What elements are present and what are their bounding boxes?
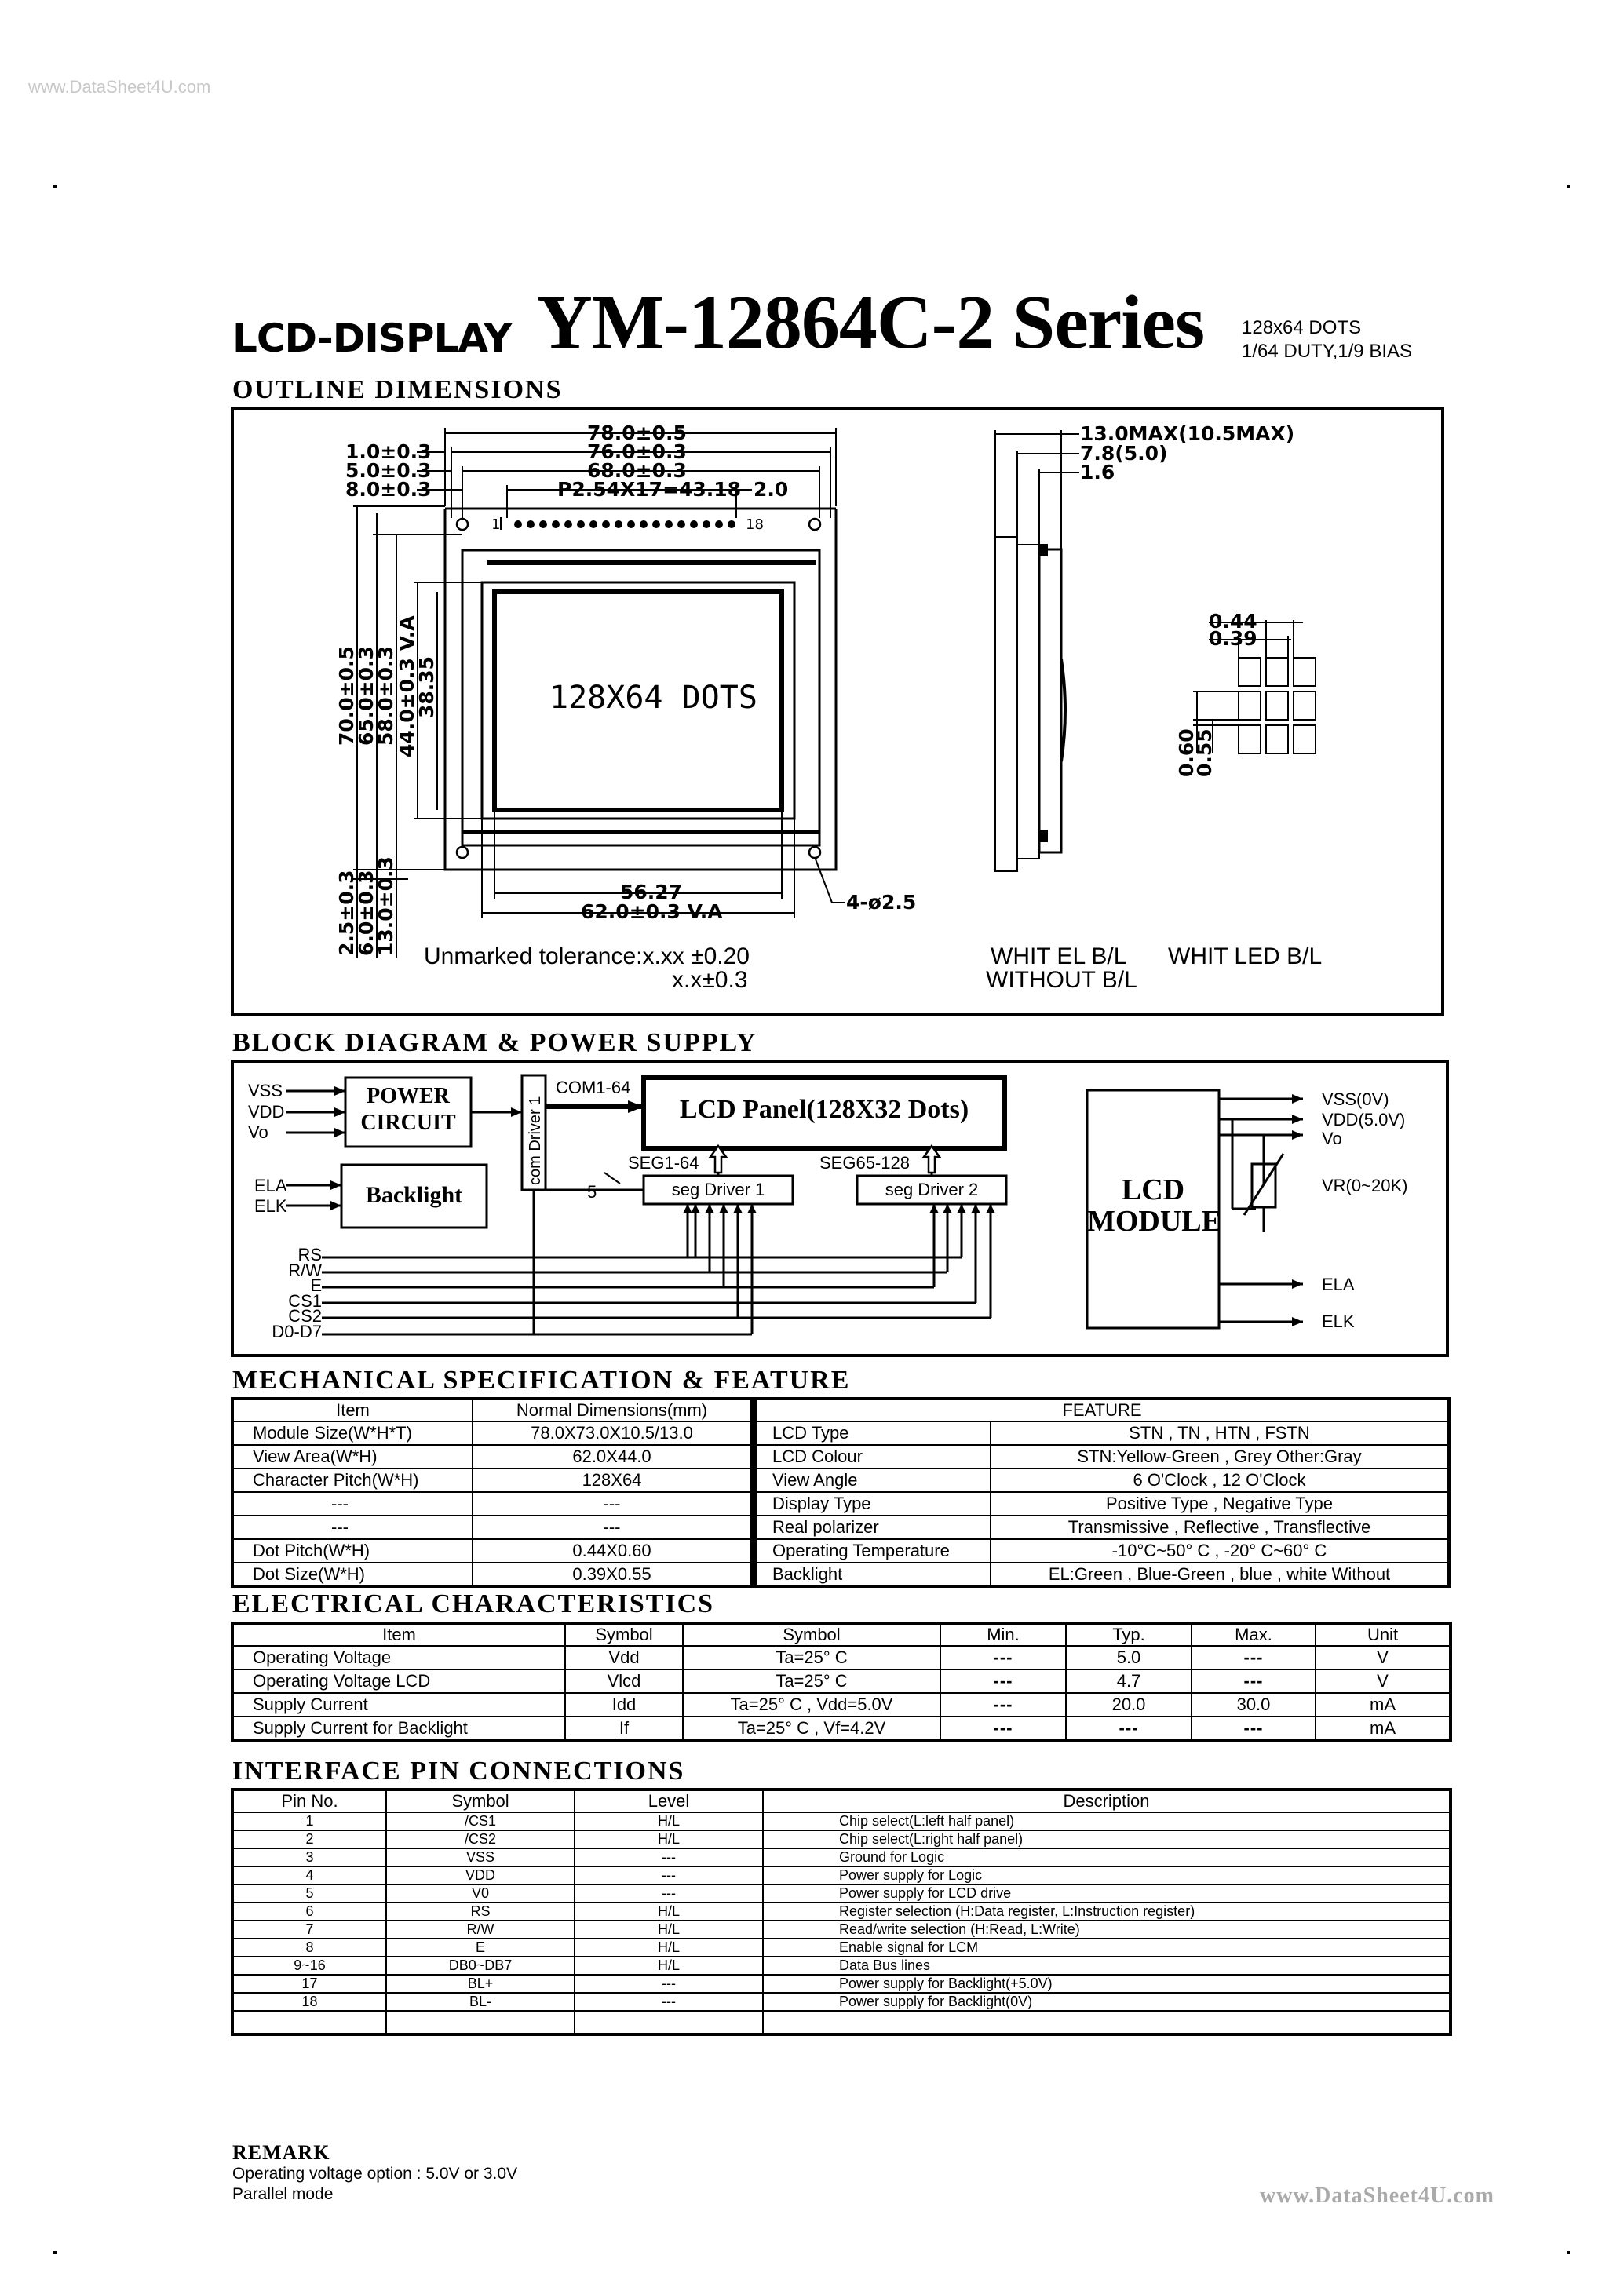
input-vdd: VDD (248, 1102, 285, 1122)
header-spec-2: 1/64 DUTY,1/9 BIAS (1242, 341, 1413, 362)
table-cell: V0 (386, 1885, 575, 1903)
table-cell: Chip select(L:left half panel) (763, 1812, 1451, 1830)
table-cell: --- (473, 1516, 752, 1539)
table-cell: --- (575, 1866, 763, 1885)
right-vr: VR(0~20K) (1322, 1176, 1408, 1195)
watermark-bottom: www.DataSheet4U.com (1260, 2184, 1494, 2208)
dot-dim-060: 0.60 (1175, 728, 1198, 777)
dim-25: 2.5±0.3 (335, 870, 358, 956)
dot-dim-039: 0.39 (1209, 627, 1257, 650)
table-cell: --- (575, 1975, 763, 1993)
mech-header-item: Item (232, 1399, 473, 1421)
right-vo: Vo (1322, 1129, 1342, 1148)
dim-44: 44.0±0.3 V.A (396, 615, 418, 757)
input-ela: ELA (254, 1176, 287, 1195)
signal-cs1: CS1 (288, 1290, 322, 1311)
table-cell: View Area(W*H) (232, 1445, 473, 1469)
table-cell: 5 (232, 1885, 386, 1903)
table-cell: Register selection (H:Data register, L:Instruction register) (763, 1903, 1451, 1921)
pin-header-no: Pin No. (232, 1790, 386, 1812)
table-cell: Power supply for Backlight(+5.0V) (763, 1975, 1451, 1993)
table-cell: Enable signal for LCM (763, 1939, 1451, 1957)
table-cell: /CS1 (386, 1812, 575, 1830)
table-cell: Data Bus lines (763, 1957, 1451, 1975)
mechanical-left-table (231, 1397, 754, 1588)
right-vdd: VDD(5.0V) (1322, 1110, 1406, 1129)
right-ela: ELA (1322, 1275, 1355, 1294)
side-dim-16: 1.6 (1080, 461, 1115, 483)
table-cell: RS (386, 1903, 575, 1921)
dim-1: 1.0±0.3 (345, 440, 432, 463)
table-cell: V (1316, 1646, 1451, 1669)
right-elk: ELK (1322, 1312, 1355, 1331)
table-cell: V (1316, 1669, 1451, 1693)
table-cell: 0.44X0.60 (473, 1539, 752, 1563)
table-cell: H/L (575, 1812, 763, 1830)
table-cell: 6 O'Clock , 12 O'Clock (991, 1469, 1449, 1492)
section-title-interface: INTERFACE PIN CONNECTIONS (232, 1757, 685, 1786)
table-cell: mA (1316, 1693, 1451, 1717)
table-cell: Operating Voltage LCD (232, 1669, 565, 1693)
table-cell: 128X64 (473, 1469, 752, 1492)
table-cell: --- (940, 1717, 1066, 1740)
table-cell: Ta=25° C , Vdd=5.0V (683, 1693, 940, 1717)
table-cell: --- (940, 1646, 1066, 1669)
elec-header-symbol: Symbol (565, 1623, 683, 1646)
page-title: YM-12864C-2 Series (537, 280, 1205, 365)
section-title-block: BLOCK DIAGRAM & POWER SUPPLY (232, 1028, 757, 1057)
table-cell: STN , TN , HTN , FSTN (991, 1421, 1449, 1445)
table-cell: VDD (386, 1866, 575, 1885)
power-circuit-line1: POWER (367, 1084, 450, 1108)
table-cell: Backlight (755, 1563, 991, 1586)
pin-header-level: Level (575, 1790, 763, 1812)
table-cell: H/L (575, 1830, 763, 1848)
signal-list (235, 1247, 322, 1339)
table-cell: Display Type (755, 1492, 991, 1516)
elec-header-typ: Typ. (1066, 1623, 1192, 1646)
power-circuit-label (345, 1083, 471, 1137)
signal-d0-d7: D0-D7 (272, 1321, 322, 1341)
table-cell: 3 (232, 1848, 386, 1866)
table-cell: EL:Green , Blue-Green , blue , white Without (991, 1563, 1449, 1586)
table-cell: Supply Current for Backlight (232, 1717, 565, 1740)
registration-mark (1567, 2251, 1570, 2254)
table-cell: Ta=25° C (683, 1669, 940, 1693)
table-cell: Dot Size(W*H) (232, 1563, 473, 1586)
pin-last-label: 18 (746, 516, 764, 533)
table-cell: 20.0 (1066, 1693, 1192, 1717)
dim-13: 13.0±0.3 (374, 856, 397, 956)
table-cell: Character Pitch(W*H) (232, 1469, 473, 1492)
pin-header-desc: Description (763, 1790, 1451, 1812)
table-cell: --- (940, 1693, 1066, 1717)
table-cell: 8 (232, 1939, 386, 1957)
table-cell: --- (575, 1993, 763, 2011)
dim-65: 65.0±0.3 (355, 646, 378, 746)
header-spec-1: 128x64 DOTS (1242, 317, 1362, 338)
table-cell: --- (232, 1516, 473, 1539)
seg2-label: SEG65-128 (819, 1153, 910, 1173)
table-cell: 2 (232, 1830, 386, 1848)
table-cell: Supply Current (232, 1693, 565, 1717)
remark-line-2: Parallel mode (232, 2185, 334, 2203)
table-cell: 6 (232, 1903, 386, 1921)
table-cell: BL- (386, 1993, 575, 2011)
dim-6: 6.0±0.3 (355, 870, 378, 956)
table-cell: -10°C~50° C , -20° C~60° C (991, 1539, 1449, 1563)
dim-68: 68.0±0.3 (587, 459, 687, 482)
remark-line-1: Operating voltage option : 5.0V or 3.0V (232, 2165, 518, 2183)
table-cell: Chip select(L:right half panel) (763, 1830, 1451, 1848)
table-cell: Ta=25° C , Vf=4.2V (683, 1717, 940, 1740)
input-elk: ELK (254, 1196, 287, 1216)
table-cell: 7 (232, 1921, 386, 1939)
com-driver-label: com Driver 1 (527, 1096, 544, 1185)
table-cell: 30.0 (1192, 1693, 1316, 1717)
dim-8: 8.0±0.3 (345, 478, 432, 501)
bl-option-led: WHIT LED B/L (1168, 943, 1323, 969)
section-title-mechanical: MECHANICAL SPECIFICATION & FEATURE (232, 1366, 851, 1395)
table-cell: 4 (232, 1866, 386, 1885)
input-vo: Vo (248, 1122, 268, 1142)
table-cell: 62.0X44.0 (473, 1445, 752, 1469)
signal-e: E (310, 1275, 322, 1295)
screen-text: 128X64 DOTS (549, 680, 757, 716)
power-circuit-line2: CIRCUIT (360, 1111, 456, 1135)
lcd-module-line1: LCD (1121, 1173, 1185, 1206)
mech-header-dims: Normal Dimensions(mm) (473, 1399, 752, 1421)
dim-78: 78.0±0.5 (587, 421, 687, 444)
seg1-label: SEG1-64 (628, 1153, 699, 1173)
table-cell: Module Size(W*H*T) (232, 1421, 473, 1445)
table-cell: 1 (232, 1812, 386, 1830)
elec-header-condition: Symbol (683, 1623, 940, 1646)
table-cell: --- (232, 1492, 473, 1516)
dot-dim-044: 0.44 (1209, 610, 1257, 633)
table-cell: --- (473, 1492, 752, 1516)
table-cell: --- (1192, 1646, 1316, 1669)
dim-5627: 56.27 (620, 881, 683, 903)
table-cell: --- (940, 1669, 1066, 1693)
table-cell: --- (1066, 1717, 1192, 1740)
table-cell: H/L (575, 1957, 763, 1975)
dim-holes: 4-ø2.5 (846, 891, 917, 914)
table-cell: Idd (565, 1693, 683, 1717)
side-dim-13: 13.0MAX(10.5MAX) (1080, 422, 1295, 445)
table-cell: Vlcd (565, 1669, 683, 1693)
electrical-table (231, 1622, 1452, 1742)
watermark-top: www.DataSheet4U.com (28, 77, 211, 97)
lcd-panel-label: LCD Panel(128X32 Dots) (679, 1095, 969, 1124)
table-cell: H/L (575, 1921, 763, 1939)
signal-cs2: CS2 (288, 1306, 322, 1326)
lcd-module-line2: MODULE (1087, 1205, 1221, 1238)
table-cell: 0.39X0.55 (473, 1563, 752, 1586)
table-cell: --- (1192, 1669, 1316, 1693)
mechanical-right-table (754, 1397, 1451, 1588)
remark-title: REMARK (232, 2141, 330, 2164)
table-cell: R/W (386, 1921, 575, 1939)
table-cell: --- (1192, 1717, 1316, 1740)
table-cell: View Angle (755, 1469, 991, 1492)
dim-76: 76.0±0.3 (587, 440, 687, 463)
bl-option-el: WHIT EL B/L (991, 943, 1127, 969)
elec-header-unit: Unit (1316, 1623, 1451, 1646)
table-cell-empty (763, 2011, 1451, 2034)
dim-58: 58.0±0.3 (374, 646, 397, 746)
signal-rw: R/W (288, 1260, 322, 1280)
pin-first-label: 1 (491, 516, 501, 533)
table-cell-empty (575, 2011, 763, 2034)
table-cell: 9~16 (232, 1957, 386, 1975)
table-cell: Transmissive , Reflective , Transflective (991, 1516, 1449, 1539)
table-cell: LCD Colour (755, 1445, 991, 1469)
table-cell: H/L (575, 1903, 763, 1921)
dot-dim-055: 0.55 (1193, 728, 1216, 777)
seg-driver1-label: seg Driver 1 (671, 1180, 765, 1199)
table-cell-empty (232, 2011, 386, 2034)
table-cell: Power supply for Backlight(0V) (763, 1993, 1451, 2011)
table-cell: Operating Temperature (755, 1539, 991, 1563)
table-cell: Vdd (565, 1646, 683, 1669)
tolerance-1: Unmarked tolerance:x.xx ±0.20 (424, 943, 750, 969)
interface-table (231, 1788, 1452, 2036)
side-dim-78: 7.8(5.0) (1080, 442, 1168, 465)
table-cell: --- (575, 1848, 763, 1866)
table-cell: Dot Pitch(W*H) (232, 1539, 473, 1563)
table-cell: 5.0 (1066, 1646, 1192, 1669)
lcd-module-label (1087, 1174, 1219, 1237)
table-cell: H/L (575, 1939, 763, 1957)
dim-5: 5.0±0.3 (345, 459, 432, 482)
dim-pitch: P2.54X17=43.18 (557, 478, 742, 501)
header-prefix: LCD-DISPLAY (232, 316, 512, 361)
table-cell: 4.7 (1066, 1669, 1192, 1693)
bl-option-none: WITHOUT B/L (986, 967, 1137, 993)
table-cell: STN:Yellow-Green , Grey Other:Gray (991, 1445, 1449, 1469)
table-cell-empty (386, 2011, 575, 2034)
elec-header-item: Item (232, 1623, 565, 1646)
mech-header-feature: FEATURE (755, 1399, 1449, 1421)
table-cell: Ground for Logic (763, 1848, 1451, 1866)
seg-driver2-label: seg Driver 2 (885, 1180, 979, 1199)
section-title-outline: OUTLINE DIMENSIONS (232, 375, 563, 404)
table-cell: LCD Type (755, 1421, 991, 1445)
elec-header-max: Max. (1192, 1623, 1316, 1646)
table-cell: mA (1316, 1717, 1451, 1740)
bus-count: 5 (587, 1182, 597, 1202)
table-cell: Positive Type , Negative Type (991, 1492, 1449, 1516)
section-title-electrical: ELECTRICAL CHARACTERISTICS (232, 1589, 715, 1618)
table-cell: DB0~DB7 (386, 1957, 575, 1975)
table-cell: Ta=25° C (683, 1646, 940, 1669)
table-cell: 18 (232, 1993, 386, 2011)
table-cell: E (386, 1939, 575, 1957)
input-vss: VSS (248, 1081, 283, 1100)
table-cell: Operating Voltage (232, 1646, 565, 1669)
tolerance-2: x.x±0.3 (672, 967, 748, 993)
table-cell: Read/write selection (H:Read, L:Write) (763, 1921, 1451, 1939)
table-cell: Power supply for Logic (763, 1866, 1451, 1885)
table-cell: VSS (386, 1848, 575, 1866)
dim-3835: 38.35 (415, 655, 438, 718)
dim-70: 70.0±0.5 (335, 646, 358, 746)
signal-rs: RS (297, 1245, 322, 1264)
table-cell: 78.0X73.0X10.5/13.0 (473, 1421, 752, 1445)
pin-header-symbol: Symbol (386, 1790, 575, 1812)
com-label: COM1-64 (556, 1078, 631, 1097)
registration-mark (53, 2251, 57, 2254)
right-vss: VSS(0V) (1322, 1089, 1389, 1109)
table-cell: BL+ (386, 1975, 575, 1993)
backlight-label: Backlight (365, 1182, 463, 1208)
table-cell: If (565, 1717, 683, 1740)
table-cell: 17 (232, 1975, 386, 1993)
dim-62: 62.0±0.3 V.A (581, 900, 723, 923)
elec-header-min: Min. (940, 1623, 1066, 1646)
table-cell: Power supply for LCD drive (763, 1885, 1451, 1903)
dim-2: 2.0 (754, 478, 789, 501)
table-cell: Real polarizer (755, 1516, 991, 1539)
table-cell: --- (575, 1885, 763, 1903)
table-cell: /CS2 (386, 1830, 575, 1848)
